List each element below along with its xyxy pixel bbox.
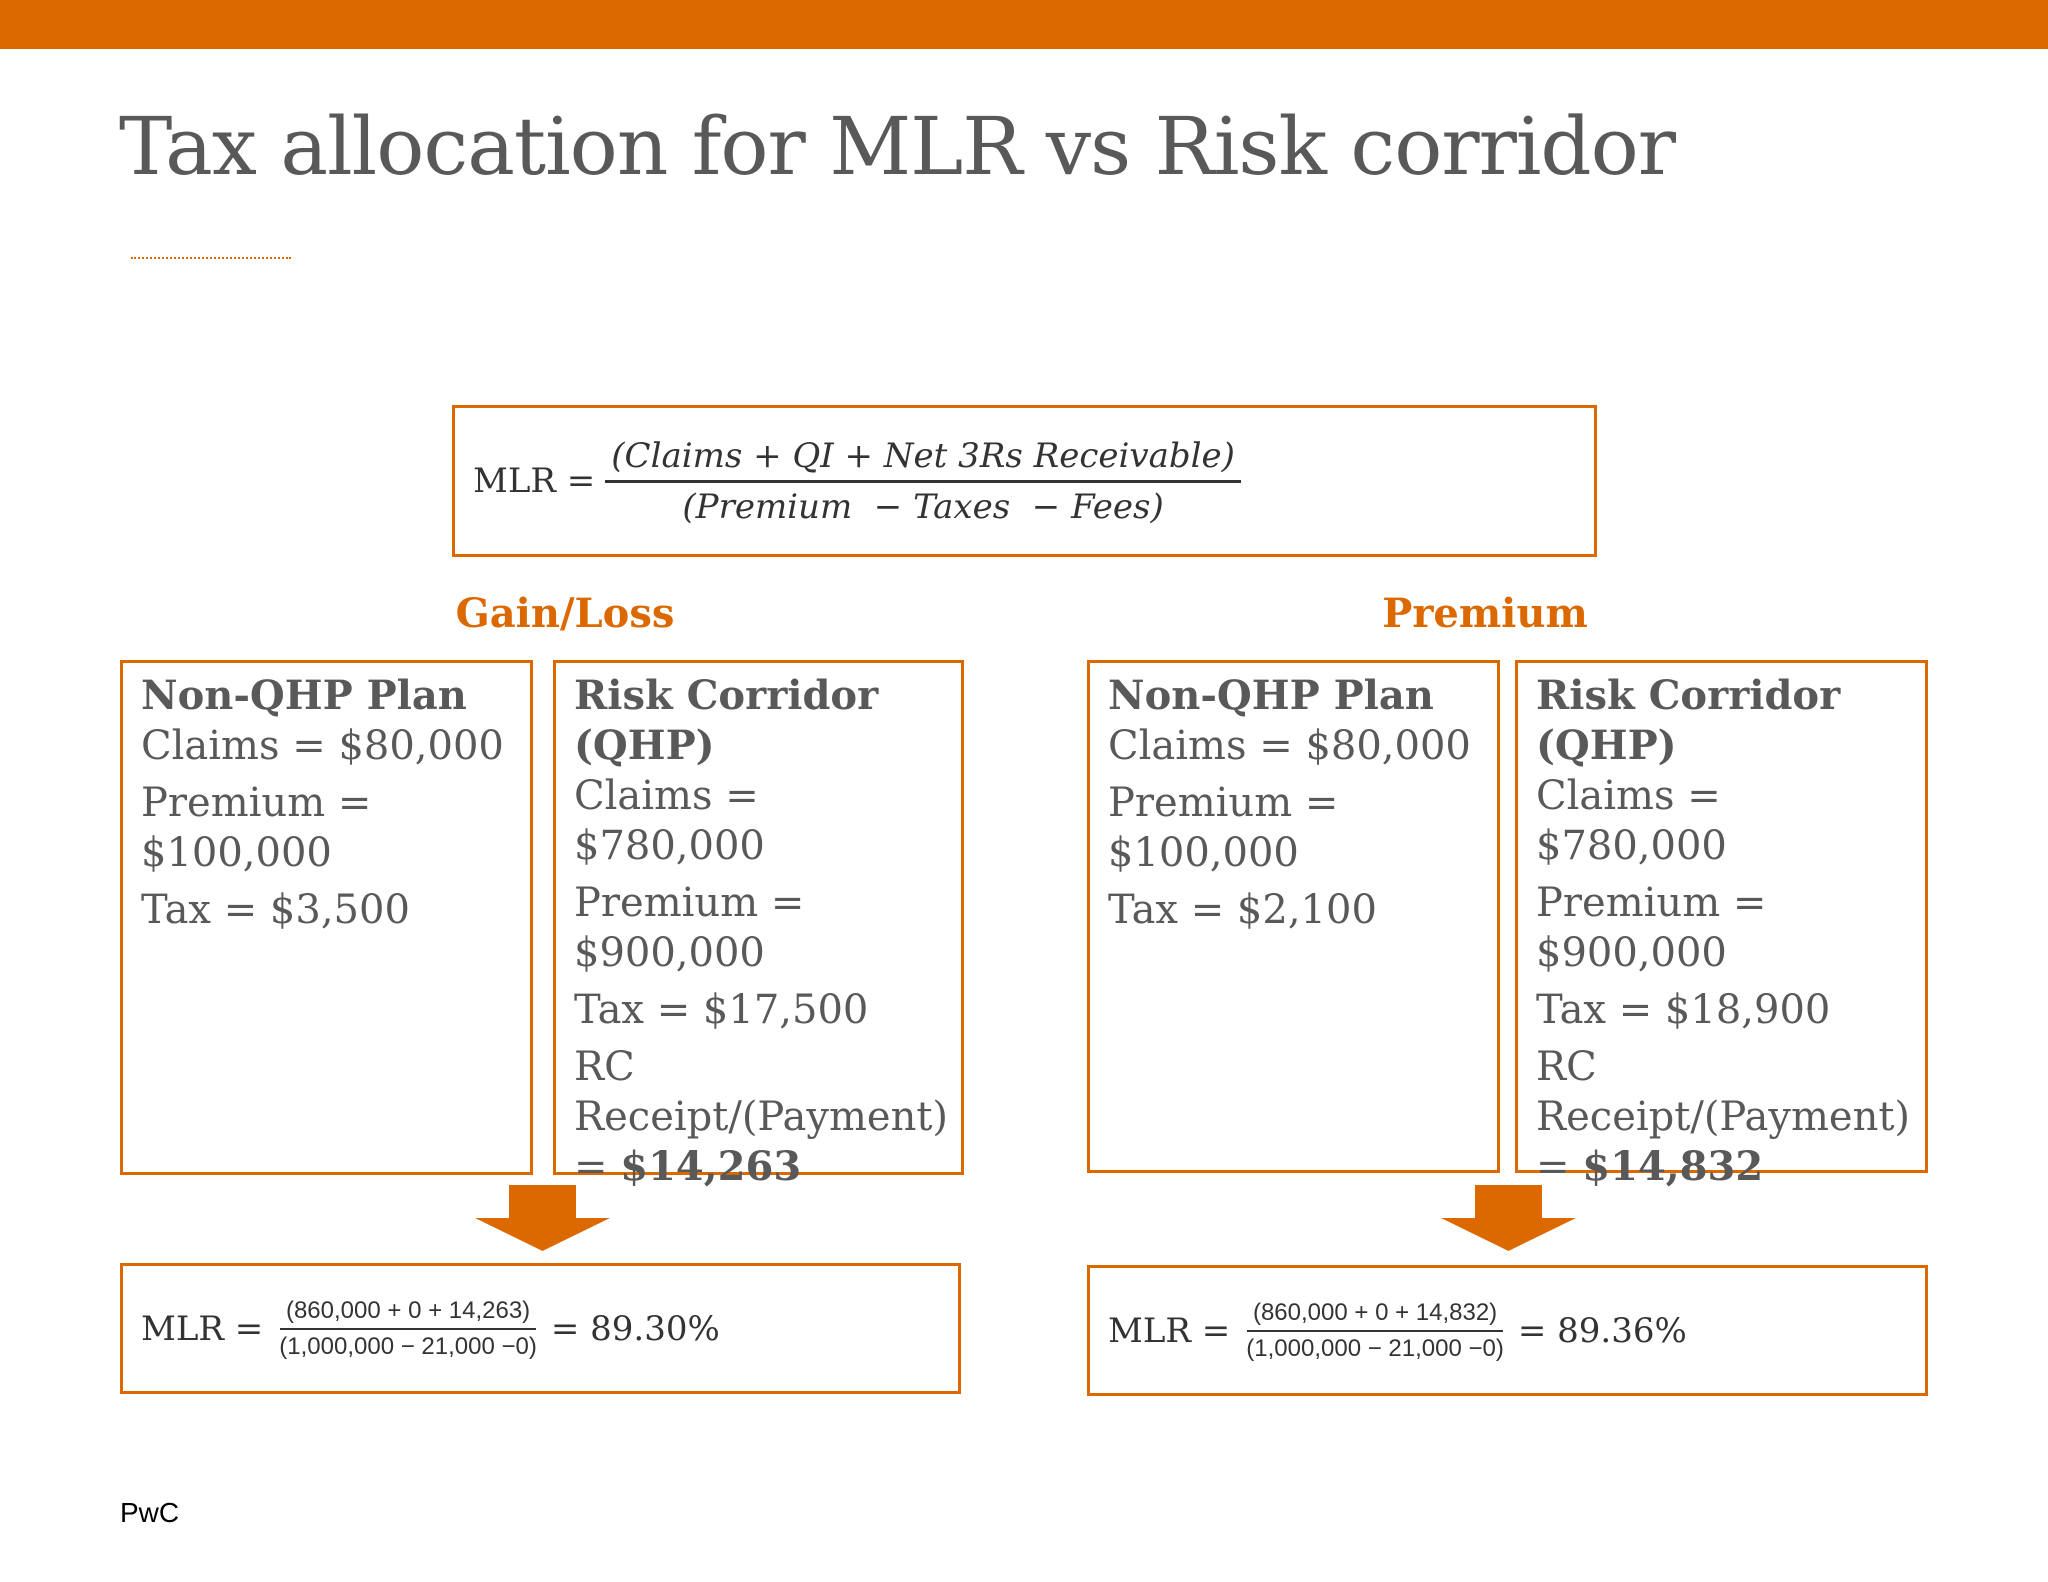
left-mlr-box: [120, 1263, 961, 1394]
mlr-numerator: (860,000 + 0 + 14,832): [1247, 1299, 1503, 1332]
premium-value: $100,000: [1108, 830, 1299, 876]
rc-label: RC: [574, 1044, 635, 1090]
main-formula-lhs: MLR =: [473, 461, 596, 501]
main-formula-fraction: [605, 436, 1241, 527]
footer-brand: PwC: [120, 1497, 180, 1528]
plan-title-line2: (QHP): [1536, 722, 1677, 769]
top-accent-bar: [0, 0, 2048, 49]
main-formula-numerator: (Claims + QI + Net 3Rs Receivable): [605, 436, 1241, 483]
left-risk-corridor-box: [553, 660, 964, 1190]
plan-title: Non-QHP Plan: [141, 672, 467, 719]
rc-receipt-label: Receipt/(Payment): [1536, 1094, 1911, 1140]
rc-equals: =: [1536, 1144, 1583, 1190]
rc-receipt-label: Receipt/(Payment): [574, 1094, 949, 1140]
rc-value-line: [574, 1142, 943, 1192]
tax-text: Tax = $3,500: [141, 887, 410, 933]
tax-text: Tax = $18,900: [1536, 987, 1831, 1033]
premium-value: $100,000: [141, 830, 332, 876]
claims-text: Claims = $80,000: [1108, 723, 1471, 769]
plan-title: Non-QHP Plan: [1108, 672, 1434, 719]
premium-value: $900,000: [574, 930, 765, 976]
right-non-qhp-box: [1087, 660, 1500, 1173]
right-mlr-box: [1087, 1265, 1928, 1396]
tax-text: Tax = $2,100: [1108, 887, 1377, 933]
mlr-result: = 89.36%: [1517, 1310, 1687, 1351]
mlr-fraction: [273, 1297, 543, 1361]
rc-value: $14,263: [620, 1143, 802, 1190]
mlr-numerator: (860,000 + 0 + 14,263): [280, 1297, 536, 1330]
main-formula-denominator: (Premium − Taxes − Fees): [682, 486, 1164, 527]
rc-equals: =: [574, 1144, 621, 1190]
rc-value: $14,832: [1582, 1143, 1764, 1190]
premium-value: $900,000: [1536, 930, 1727, 976]
plan-title-line1: Risk Corridor: [1536, 672, 1841, 719]
claims-text: Claims = $80,000: [141, 723, 504, 769]
rc-value-line: [1536, 1142, 1907, 1192]
premium-label: Premium =: [1108, 780, 1339, 826]
claims-text: Claims = $780,000: [1536, 773, 1727, 869]
right-risk-corridor-box: [1515, 660, 1928, 1190]
mlr-denominator: (1,000,000 − 21,000 −0): [1246, 1334, 1504, 1362]
mlr-lhs: MLR =: [141, 1308, 264, 1349]
main-formula-box: [452, 405, 1597, 557]
slide-title: Tax allocation for MLR vs Risk corridor: [119, 100, 1676, 193]
left-down-arrow-icon: [475, 1185, 610, 1251]
plan-title-line1: Risk Corridor: [574, 672, 879, 719]
tax-text: Tax = $17,500: [574, 987, 869, 1033]
mlr-lhs: MLR =: [1108, 1310, 1231, 1351]
title-divider: [131, 257, 291, 259]
mlr-result: = 89.30%: [550, 1308, 720, 1349]
premium-label: Premium =: [141, 780, 372, 826]
mlr-denominator: (1,000,000 − 21,000 −0): [279, 1332, 537, 1360]
rc-label: RC: [1536, 1044, 1597, 1090]
section-heading-gain-loss: Gain/Loss: [455, 590, 675, 637]
plan-title-line2: (QHP): [574, 722, 715, 769]
claims-text: Claims = $780,000: [574, 773, 765, 869]
left-non-qhp-box: [120, 660, 533, 1175]
premium-label: Premium =: [574, 880, 805, 926]
mlr-fraction: [1240, 1299, 1510, 1363]
section-heading-premium: Premium: [1382, 590, 1588, 637]
right-down-arrow-icon: [1441, 1185, 1576, 1251]
premium-label: Premium =: [1536, 880, 1767, 926]
